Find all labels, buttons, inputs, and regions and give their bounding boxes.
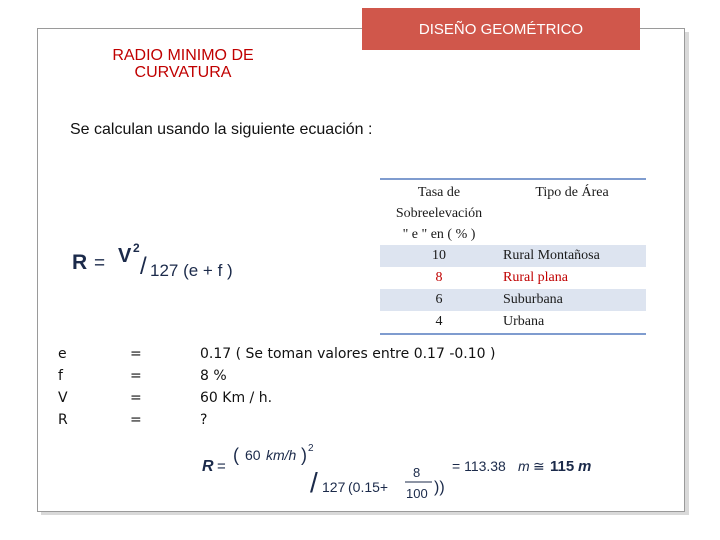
calc-paren-close: ) (301, 445, 307, 465)
calc-close: )) (434, 479, 445, 496)
table-row (380, 289, 646, 311)
rate-cell: 8 (435, 270, 443, 285)
formula-slash: / (140, 253, 147, 280)
rate-cell: 4 (380, 311, 498, 334)
superelevation-table (380, 178, 646, 335)
calc-exponent: 2 (308, 443, 314, 454)
calc-frac-den: 100 (406, 486, 428, 501)
formula-lhs: R (72, 251, 88, 274)
area-cell: Urbana (498, 311, 646, 334)
variables-list (58, 343, 495, 431)
slide-shadow-right (685, 32, 689, 514)
variable-equals: = (130, 412, 142, 428)
formula-equals: = (94, 253, 106, 274)
rate-header-line3: " e " en ( % ) (402, 227, 476, 242)
slide-title (70, 47, 296, 81)
calc-den-prefix: 127 (322, 479, 346, 495)
variable-row (58, 365, 495, 387)
calc-approx: ≅ (533, 459, 545, 475)
rate-cell: 10 (380, 245, 498, 267)
variable-value: 0.17 ( Se toman valores entre 0.17 -0.10 ) (200, 346, 496, 362)
section-tab-label: DISEÑO GEOMÉTRICO (418, 20, 584, 38)
calc-equals: = (217, 458, 226, 475)
slide-shadow-bottom (41, 512, 689, 515)
rate-header-line1: Tasa de (417, 185, 461, 200)
formula-numerator: V (118, 245, 132, 267)
variable-value: ? (200, 412, 208, 428)
rate-header (380, 179, 498, 245)
variable-name: R (58, 412, 68, 428)
area-header: Tipo de Área (498, 179, 646, 245)
calculation-formula (200, 440, 600, 505)
table-row (380, 267, 646, 289)
area-cell: Suburbana (498, 289, 646, 311)
calc-rounded-unit: m (578, 458, 592, 475)
variable-name: V (58, 390, 68, 406)
formula-denominator: 127 (e + f ) (150, 261, 233, 280)
calc-speed: 60 (245, 447, 261, 463)
variable-value: 60 Km / h. (200, 390, 273, 406)
variable-equals: = (130, 390, 142, 406)
calc-e-value: (0.15+ (348, 479, 389, 495)
area-cell: Rural Montañosa (498, 245, 646, 267)
table-row (380, 245, 646, 267)
slide-title-line1: RADIO MINIMO DE (112, 47, 254, 64)
variable-name: f (58, 368, 63, 384)
calc-paren-open: ( (233, 445, 239, 465)
rate-cell: 6 (380, 289, 498, 311)
formula-exponent: 2 (133, 241, 140, 255)
radius-formula (72, 240, 267, 280)
calc-result-unit: m (518, 458, 530, 474)
variable-value: 8 % (200, 368, 227, 384)
rate-header-line2: Sobreelevación (395, 206, 483, 221)
variable-name: e (58, 346, 67, 362)
section-tab (362, 8, 640, 50)
calc-lhs: R (202, 458, 214, 475)
calc-frac-num: 8 (413, 465, 421, 480)
calc-slash: / (310, 467, 318, 498)
table-row (380, 311, 646, 334)
calc-unit: km/h (266, 447, 297, 463)
variable-row (58, 409, 495, 431)
area-cell: Rural plana (503, 270, 568, 285)
calc-result: = 113.38 (452, 458, 506, 474)
variable-equals: = (130, 368, 142, 384)
variable-row (58, 343, 495, 365)
variable-equals: = (130, 346, 142, 362)
slide-title-line2: CURVATURA (134, 64, 232, 81)
intro-text: Se calculan usando la siguiente ecuación : (70, 121, 373, 138)
calc-rounded: 115 (550, 458, 575, 475)
variable-row (58, 387, 495, 409)
